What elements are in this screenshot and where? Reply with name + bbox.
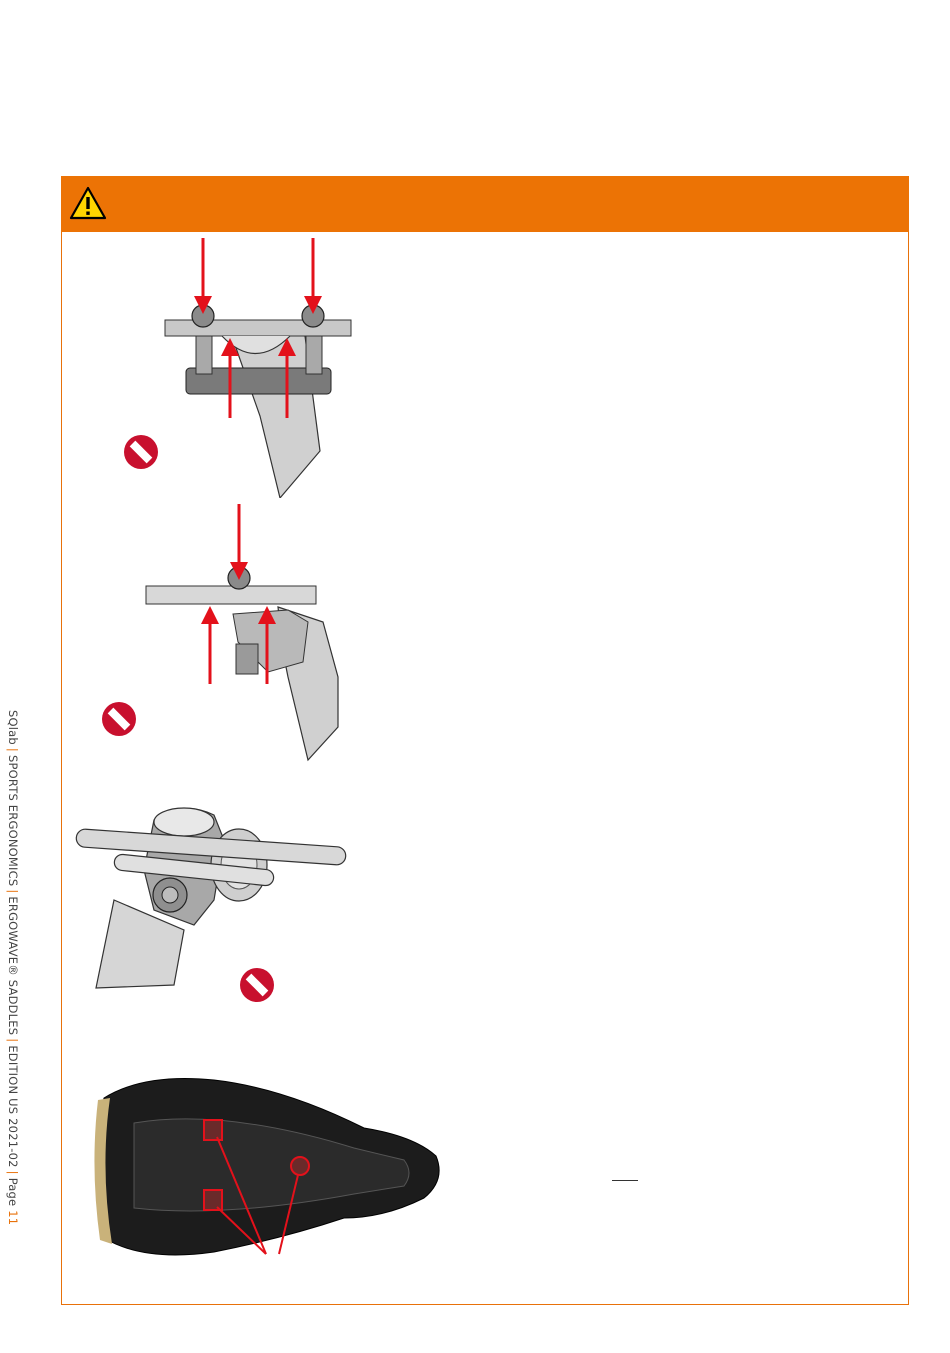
prohibited-icon — [238, 966, 276, 1004]
brand-label: SQlab — [6, 710, 20, 745]
page-number: 11 — [6, 1210, 20, 1226]
section-ergowave-saddles: ERGOWAVE® SADDLES — [6, 896, 20, 1036]
sidebar — [3, 710, 21, 1230]
figure-saddle-underside — [84, 1068, 464, 1264]
section-sports-ergonomics: SPORTS ERGONOMICS — [6, 754, 20, 887]
page-label: Page — [6, 1177, 20, 1207]
figure-rail-clamp-single-bolt — [138, 502, 343, 764]
warning-header — [61, 176, 909, 232]
edition-label: EDITION US 2021-02 — [6, 1045, 20, 1168]
warning-triangle-icon — [69, 186, 107, 220]
prohibited-icon — [122, 433, 160, 471]
sidebar-text: SQlab|SPORTS ERGONOMICS|ERGOWAVE® SADDLES|EDITION US 2021-02|Page 11 — [6, 710, 20, 1226]
figure-seatpost-head-side — [74, 800, 354, 992]
underline-mark — [612, 1180, 638, 1181]
prohibited-icon — [100, 700, 138, 738]
